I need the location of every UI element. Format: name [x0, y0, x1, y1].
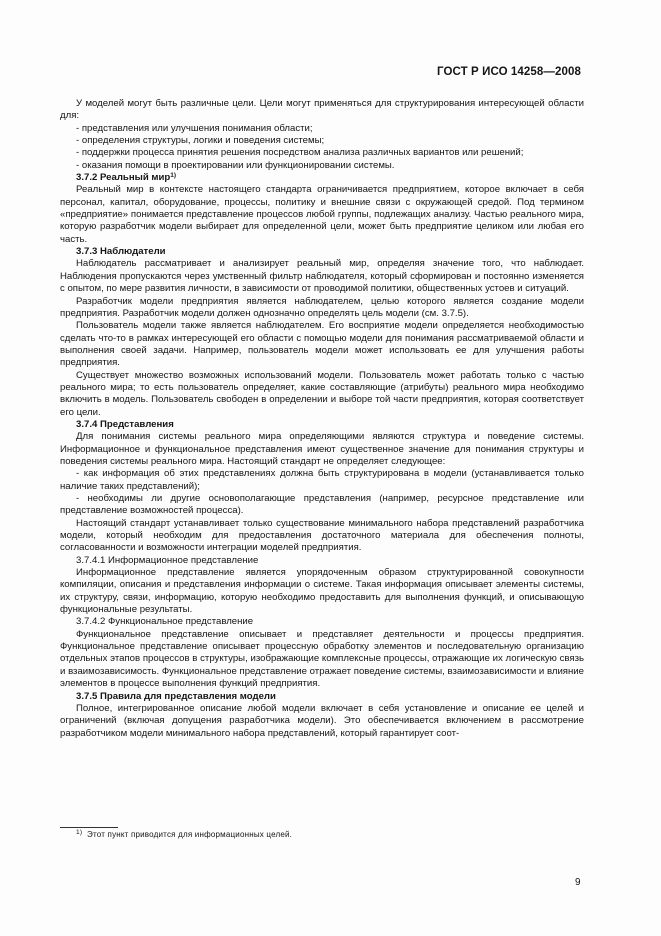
- list-item: [60, 123, 584, 135]
- block-text: Пользователь модели также является наблюдателем. Его восприятие модели определяется необходимостью сделать что-то в рамках интересующей его области с помощью модели для понимания рассматриваемой области и выполнения своей задачи. Например, пользователь модели может использовать ее для улучшения работы предприятия.: [60, 320, 584, 369]
- block-text: - определения структуры, логики и поведения системы;: [76, 135, 325, 147]
- footnote-separator: [60, 827, 118, 828]
- list-item: [60, 135, 584, 147]
- block-text: Полное, интегрированное описание любой модели включает в себя установление и описание ее целей и ограничений (включая допущения разработчика модели). Это обеспечивается включением в рассмотрение разработчиком модели минимального набора представлений, который гарантирует соот-: [60, 702, 584, 739]
- paragraph: [60, 370, 584, 419]
- block-text: У моделей могут быть различные цели. Цели могут применяться для структурирования интересующей области для:: [60, 98, 584, 122]
- block-text: - как информация об этих представлениях должна быть структурирована в модели (устанавливается только наличие таких представлений);: [60, 468, 584, 492]
- page-number: 9: [575, 877, 581, 888]
- section-heading: [60, 419, 584, 431]
- block-text: Реальный мир в контексте настоящего стандарта ограничивается предприятием, которое включает в себя персонал, капитал, оборудование, процессы, политику и внешние связи с окружающей средой. Под термином «предприятие» понимается представление процессов любой группы, подлежащих анализу. Частью реального мира, которую разработчик модели выбирает для определенной цели, может быть предприятие целиком или любая его часть.: [60, 184, 584, 245]
- block-text: 3.7.2 Реальный мир: [76, 172, 171, 184]
- block-text: 3.7.4.1 Информационное представление: [76, 554, 259, 566]
- section-heading: [60, 691, 584, 703]
- block-text: 3.7.4 Представления: [76, 418, 174, 430]
- paragraph: [60, 296, 584, 321]
- footnote-mark: 1): [76, 829, 83, 836]
- footnote-ref: 1): [170, 172, 177, 180]
- paragraph: [60, 320, 584, 369]
- list-item: [60, 468, 584, 493]
- section-heading: [60, 172, 584, 184]
- subsection-heading: [60, 555, 584, 567]
- paragraph: [60, 518, 584, 555]
- block-text: - оказания помощи в проектировании или функционировании системы.: [76, 159, 395, 171]
- footnote-text: Этот пункт приводится для информационных целей.: [87, 830, 293, 839]
- block-text: Функциональное представление описывает и представляет деятельности и процессы предприятия. Функциональное представление описывает процессную обработку элементов и последовательную организацию отдельных этапов процессов в структуры, изображающие комплексные процессы, отражающие их логическую связь и взаимозависимость. Функциональное представление отражает поведение системы, взаимозависимости и влияние элементов в процессе выполнения функций предприятия.: [60, 628, 584, 690]
- block-text: Информационное представление является упорядоченным образом структурированной совокупности компиляции, описания и представления информации о системе. Такая информация описывает элементы системы, их структуру, связи, информацию, которую необходимо предоставить для выполнения функций, и описывающую функциональные результаты.: [60, 567, 584, 616]
- block-text: - необходимы ли другие основополагающие представления (например, ресурсное представление или представление возможностей процесса).: [60, 493, 584, 517]
- block-text: - поддержки процесса принятия решения посредством анализа различных вариантов или решений;: [76, 147, 524, 159]
- section-heading: [60, 246, 584, 258]
- subsection-heading: [60, 616, 584, 628]
- paragraph: [60, 629, 584, 691]
- block-text: - представления или улучшения понимания области;: [76, 122, 313, 134]
- block-text: Настоящий стандарт устанавливает только существование минимального набора представлений разработчика модели, который необходим для предоставления достаточного материала для обеспечения полноты, согласованности и возможности интеграции моделей предприятия.: [60, 517, 584, 554]
- paragraph: [60, 703, 584, 740]
- paragraph: [60, 184, 584, 246]
- paragraph: [60, 98, 584, 123]
- block-text: Наблюдатель рассматривает и анализирует реальный мир, определяя значение того, что наблюдает. Наблюдения пропускаются через умственный фильтр наблюдателя, который сформирован и постоянно изменяется с опытом, по мере развития личности, в зависимости от проводимой политики, общественных устоев и ситуаций.: [60, 258, 584, 295]
- document-body: [60, 98, 584, 740]
- block-text: Существует множество возможных использований модели. Пользователь может работать только с частью реального мира; то есть пользователь определяет, какие составляющие (атрибуты) реального мира необходимо включить в модель. Пользователь свободен в определении и выборе той части предприятия, которая соответствует его цели.: [60, 369, 584, 418]
- paragraph: [60, 431, 584, 468]
- block-text: 3.7.5 Правила для представления модели: [76, 690, 276, 702]
- block-text: Разработчик модели предприятия является наблюдателем, целью которого является создание модели предприятия. Разработчик модели должен однозначно определять цель модели (см. 3.7.5).: [60, 295, 584, 319]
- standard-header: ГОСТ Р ИСО 14258—2008: [436, 66, 581, 78]
- paragraph: [60, 567, 584, 616]
- block-text: 3.7.4.2 Функциональное представление: [76, 616, 254, 628]
- paragraph: [60, 258, 584, 295]
- block-text: Для понимания системы реального мира определяющими являются структура и поведение системы. Информационное и функциональное представления имеют существенное значение для понимания структуры и поведения системы реального мира. Настоящий стандарт не определяет следующее:: [60, 431, 584, 467]
- block-text: 3.7.3 Наблюдатели: [76, 246, 166, 258]
- list-item: [60, 493, 584, 518]
- list-item: [60, 160, 584, 172]
- footnote: [76, 830, 292, 839]
- list-item: [60, 147, 584, 159]
